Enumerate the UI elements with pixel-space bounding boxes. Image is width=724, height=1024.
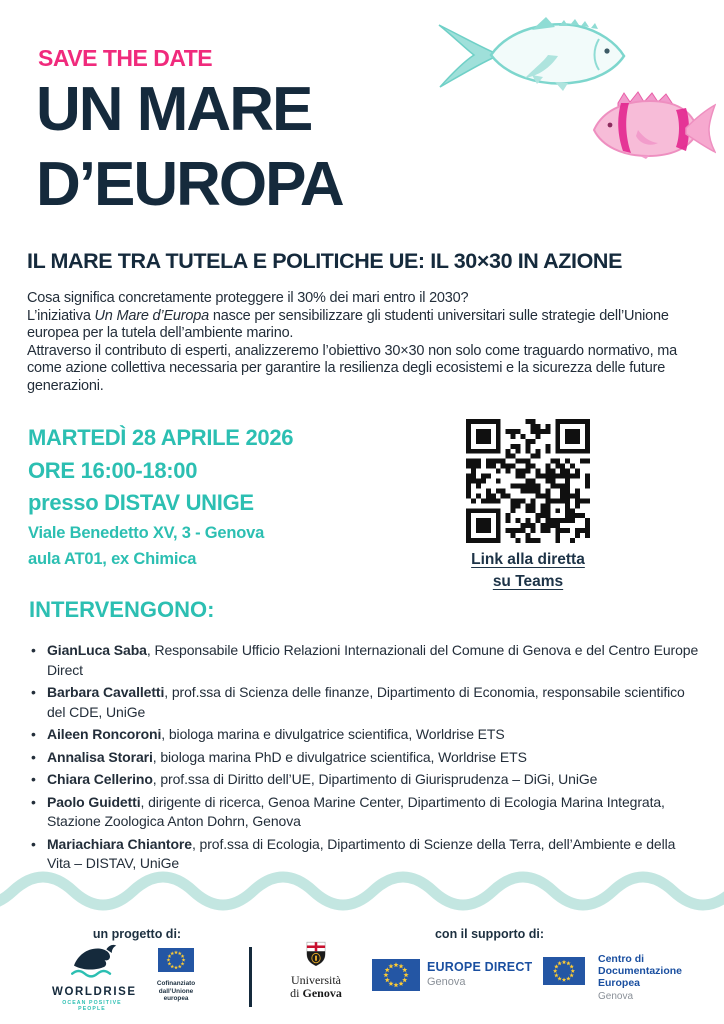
speakers-list [31,641,699,877]
speaker-name: Paolo Guidetti [47,793,141,810]
cde-line1: Centro di [598,953,645,965]
eu-cofunded-text [148,980,204,1003]
speaker-role: , prof.ssa di Diritto dell’UE, Dipartimento di Giurisprudenza – DiGi, UniGe [152,771,598,787]
speaker-name: Chiara Cellerino [47,771,153,787]
intro-paragraph-1: Cosa significa concretamente proteggere il 30% dei mari entro il 2030? [27,290,469,306]
speaker-name: Barbara Cavalletti [47,684,165,700]
qr-code[interactable] [466,419,590,543]
unige-name-line2 [278,987,354,1000]
page-title [36,72,343,222]
speaker-role: , prof.ssa di Ecologia, Dipartimento di Scienze della Terra, dell’Ambiente e della Vita – DISTAV, UniGe [47,835,676,871]
cde-logo [598,953,682,1002]
cde-line2: Documentazione [598,965,683,977]
cde-line3: Europea [598,977,641,989]
support-label: con il supporto di: [434,927,544,941]
speaker-name: Aileen Roncoroni [47,726,162,742]
intro-p2-post: nasce per sensibilizzare gli studenti universitari sulle strategie dell’Unione europea per la tutela dell’ambiente marino. [27,307,669,342]
intro-p2-pre: L’iniziativa [27,307,95,324]
list-item [31,641,699,680]
teams-link-line2[interactable]: su Teams [492,573,564,590]
event-venue: presso DISTAV UNIGE [28,490,254,515]
event-date: MARTEDÌ 28 APRILE 2026 [28,425,294,450]
cde-flag-icon [543,957,585,985]
intro-text [27,290,703,396]
unige-logo [278,941,354,1000]
intro-p2-italic: Un Mare d’Europa [94,307,210,324]
event-details [28,422,293,572]
list-item [31,725,699,745]
europe-direct-name: EUROPE DIRECT [427,960,533,974]
speaker-role: , biologa marina PhD e divulgatrice scientifica, Worldrise ETS [152,748,527,765]
worldrise-tagline: OCEAN POSITIVE PEOPLE [62,1000,122,1012]
event-address: Viale Benedetto XV, 3 - Genova [28,523,265,542]
worldrise-logo [52,944,137,1012]
pink-fish-illustration [588,90,716,160]
list-item [31,683,699,722]
eu-cofunded-line1: Cofinanziato [156,980,196,987]
speaker-name: GianLuca Saba [47,642,147,658]
cde-city: Genova [598,991,634,1002]
title-line-2: D’EUROPA [36,150,343,219]
europe-direct-city: Genova [427,976,466,988]
unige-name-line1: Università [291,973,341,987]
list-item [31,748,699,768]
eu-cofunded-logo [148,948,204,1003]
speaker-name: Annalisa Storari [47,748,153,765]
event-room: aula AT01, ex Chimica [28,549,197,568]
project-label: un progetto di: [92,927,182,941]
list-item [31,770,699,790]
whale-icon [65,944,119,980]
teams-link-line1[interactable]: Link alla diretta [471,551,585,568]
unige-genova: Genova [302,986,342,1000]
speaker-name: Mariachiara Chiantore [47,835,192,852]
eu-flag-icon [158,948,194,972]
speakers-heading: INTERVENGONO: [29,597,215,622]
title-line-1: UN MARE [36,75,312,144]
wave-divider [0,860,724,922]
teal-fish-illustration [437,13,629,97]
speaker-role: , Responsabile Ufficio Relazioni Internazionali del Comune di Genova e del Centro Europe Direct [47,642,699,678]
intro-paragraph-2 [27,308,703,343]
europe-direct-logo [427,960,532,988]
event-subtitle: IL MARE TRA TUTELA E POLITICHE UE: IL 30×30 IN AZIONE [27,249,623,273]
europe-direct-flag-icon [372,959,420,991]
teams-link[interactable] [440,549,616,593]
eu-cofunded-line2: dall’Unione europea [158,987,194,1002]
speaker-role: , prof.ssa di Scienza delle finanze, Dipartimento di Economia, responsabile scientifico del CDE, UniGe [47,684,685,720]
worldrise-name: WORLDRISE [52,986,137,998]
footer-divider [249,947,252,1007]
speaker-role: , dirigente di ricerca, Genoa Marine Center, Dipartimento di Ecologia Marina Integrata, Stazione Zoologica Anton Dohrn, Genova [47,793,665,829]
qr-code-image[interactable] [466,419,590,543]
intro-paragraph-3: Attraverso il contributo di esperti, analizzeremo l’obiettivo 30×30 non solo come traguardo normativo, ma come azione collettiva necessaria per garantire la resilienza degli ecosistemi e la sicurezza delle future generazioni. [27,342,677,394]
unige-crest-icon [306,941,326,967]
list-item [31,793,699,832]
unige-di: di [290,986,303,1000]
speaker-role: , biologa marina e divulgatrice scientifica, Worldrise ETS [161,726,505,742]
save-the-date-label: SAVE THE DATE [38,45,213,71]
event-time: ORE 16:00-18:00 [28,457,198,483]
